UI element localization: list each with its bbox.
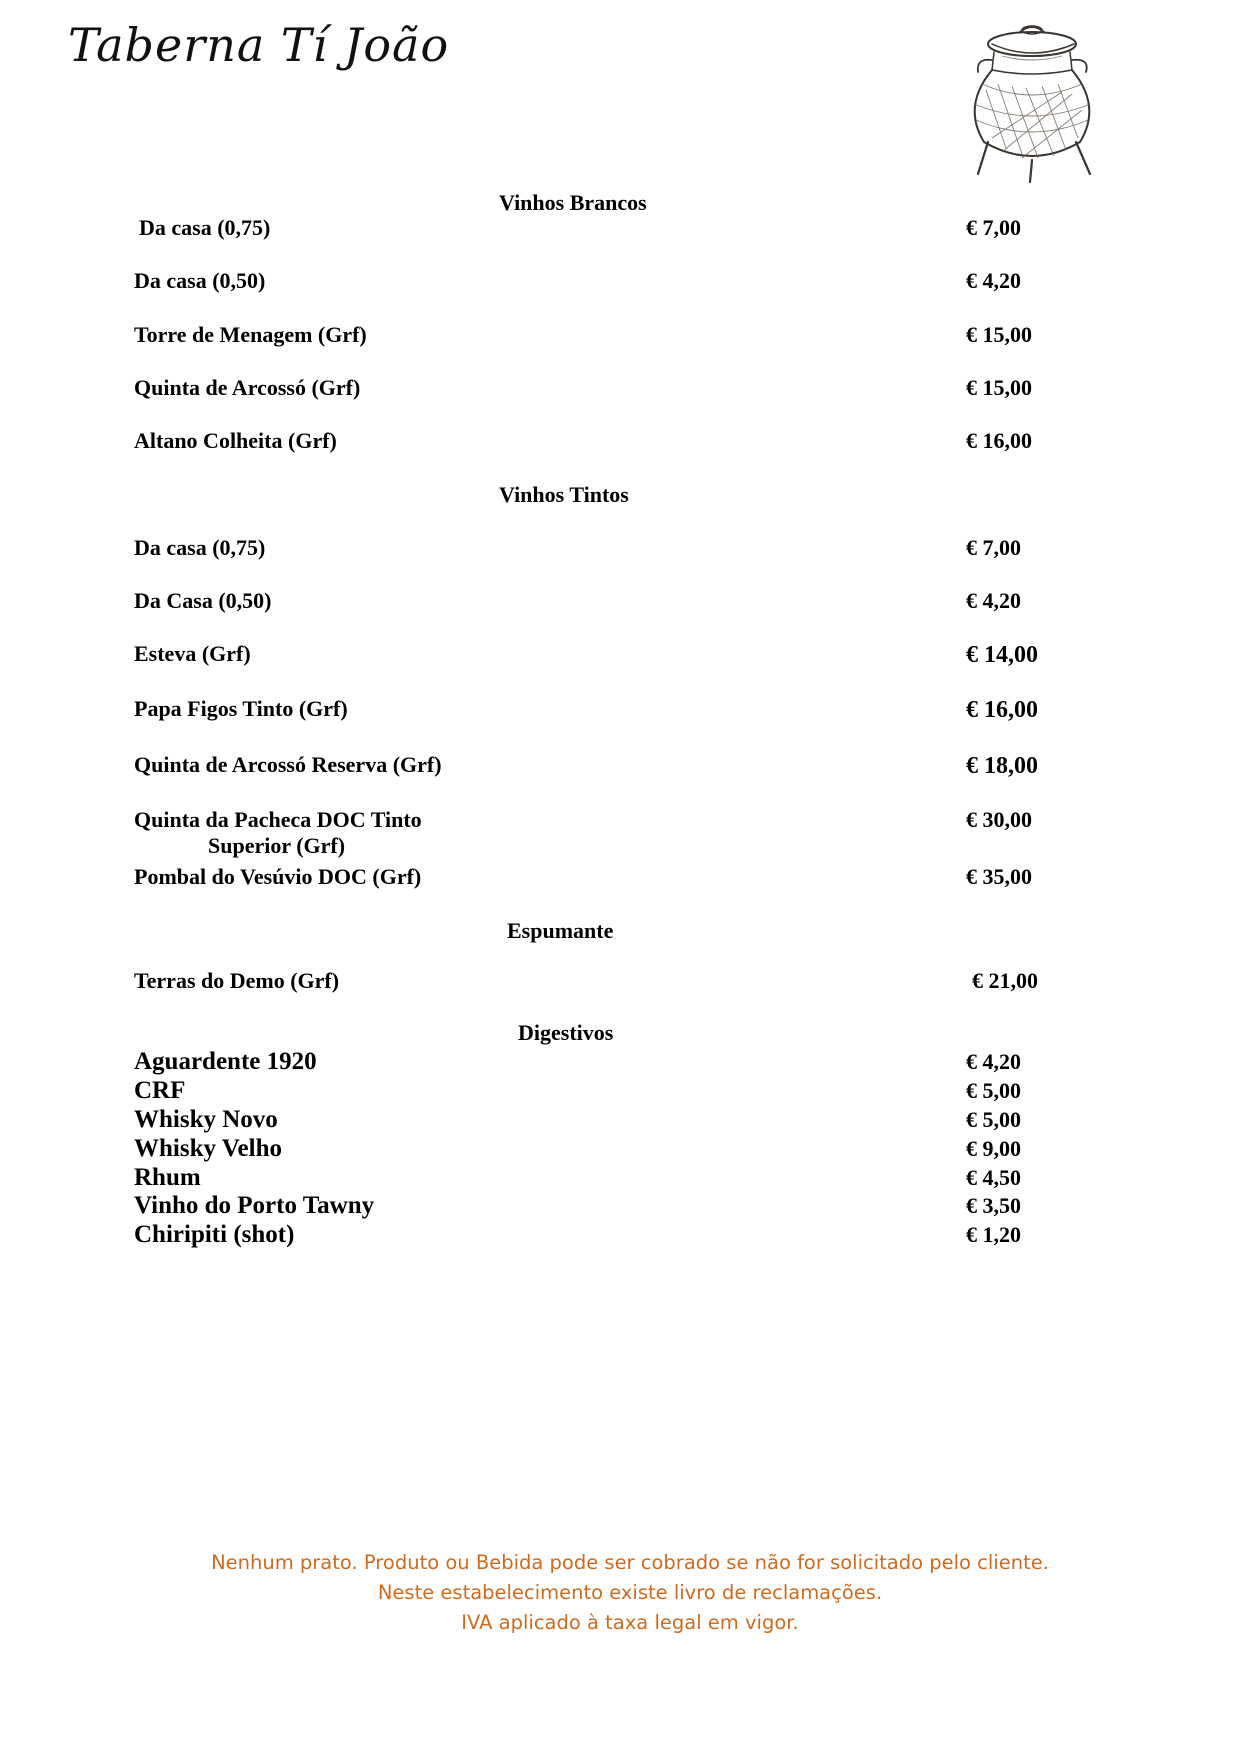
item-price: € 3,50: [966, 1193, 1021, 1218]
item-name: Da casa (0,75): [139, 215, 271, 240]
item-price: € 7,00: [966, 215, 1021, 240]
item-price: € 30,00: [966, 807, 1032, 832]
item-price: € 7,00: [966, 535, 1021, 560]
item-price: € 18,00: [966, 753, 1038, 779]
item-name: Chiripiti (shot): [134, 1221, 295, 1248]
item-name: Terras do Demo (Grf): [134, 968, 340, 993]
notice-line-1: Nenhum prato. Produto ou Bebida pode ser cobrado se não for solicitado pelo cliente.: [211, 1551, 1049, 1574]
item-price: € 16,00: [966, 428, 1032, 453]
item-name: Esteva (Grf): [134, 641, 251, 666]
item-name: Da casa (0,50): [134, 268, 266, 293]
item-name: Whisky Velho: [134, 1135, 282, 1162]
cooking-pot-icon: [962, 14, 1104, 186]
item-price: € 5,00: [966, 1107, 1021, 1132]
item-price: € 21,00: [972, 968, 1038, 993]
item-name: Vinho do Porto Tawny: [134, 1192, 375, 1219]
item-price: € 5,00: [966, 1078, 1021, 1103]
item-name-line1: Quinta da Pacheca DOC Tinto: [134, 807, 422, 832]
item-price: € 16,00: [966, 697, 1038, 723]
notice-line-3: IVA aplicado à taxa legal em vigor.: [461, 1611, 799, 1634]
item-price: € 15,00: [966, 322, 1032, 347]
item-name: Rhum: [134, 1164, 201, 1191]
item-price: € 35,00: [966, 864, 1032, 889]
item-price: € 4,50: [966, 1165, 1021, 1190]
item-name: Torre de Menagem (Grf): [134, 322, 367, 347]
item-name: Da casa (0,75): [134, 535, 266, 560]
item-price: € 4,20: [966, 1049, 1021, 1074]
item-name: Quinta de Arcossó (Grf): [134, 375, 361, 400]
section-title-vinhos-brancos: Vinhos Brancos: [499, 190, 647, 215]
restaurant-name: Taberna Tí João: [68, 18, 450, 72]
item-price: € 1,20: [966, 1222, 1021, 1247]
item-name: [134, 807, 422, 859]
legal-notice: [200, 1548, 1060, 1638]
section-title-espumante: Espumante: [507, 918, 614, 943]
item-name: Altano Colheita (Grf): [134, 428, 337, 453]
item-name: Quinta de Arcossó Reserva (Grf): [134, 752, 442, 777]
item-name-line2: Superior (Grf): [208, 833, 346, 858]
item-name: Aguardente 1920: [134, 1048, 317, 1075]
section-title-digestivos: Digestivos: [518, 1020, 614, 1045]
item-name: CRF: [134, 1077, 186, 1104]
item-price: € 14,00: [966, 642, 1038, 668]
item-name: Da Casa (0,50): [134, 588, 272, 613]
item-name: Pombal do Vesúvio DOC (Grf): [134, 864, 422, 889]
item-name: Papa Figos Tinto (Grf): [134, 696, 348, 721]
item-name: Whisky Novo: [134, 1106, 278, 1133]
section-title-vinhos-tintos: Vinhos Tintos: [499, 482, 629, 507]
item-price: € 15,00: [966, 375, 1032, 400]
item-price: € 9,00: [966, 1136, 1021, 1161]
notice-line-2: Neste estabelecimento existe livro de reclamações.: [377, 1581, 883, 1604]
item-price: € 4,20: [966, 268, 1021, 293]
item-price: € 4,20: [966, 588, 1021, 613]
